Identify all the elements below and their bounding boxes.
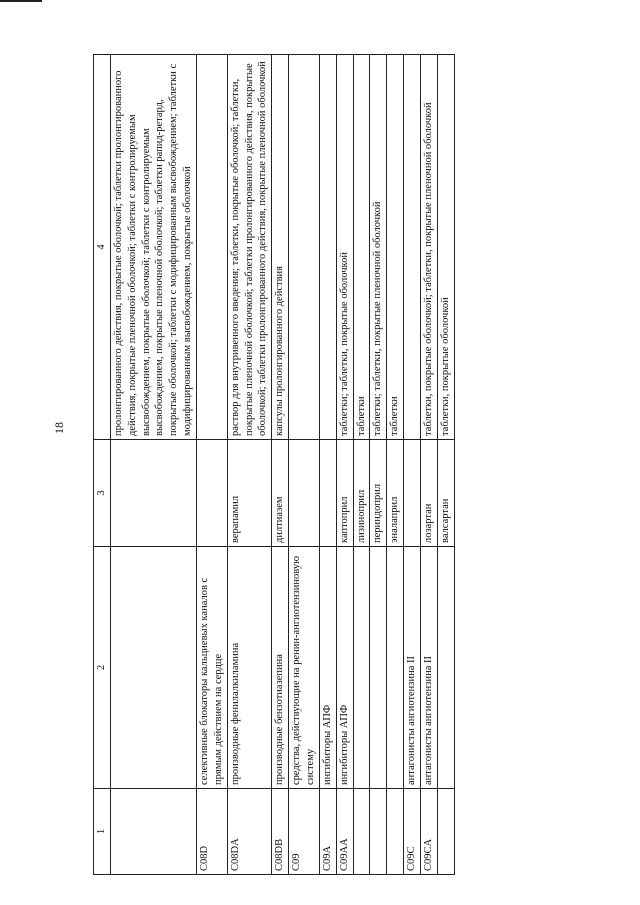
header-col-4: 4 <box>94 55 111 440</box>
group-name <box>110 547 196 789</box>
group-name <box>387 547 404 789</box>
atc-code: C09CA <box>421 789 438 875</box>
drug-name: валсартан <box>437 440 454 547</box>
group-name: средства, действующие на ренин-ангиотензиновую систему <box>289 547 320 789</box>
group-name: ингибиторы АПФ <box>319 547 336 789</box>
dosage-form: таблетки <box>353 55 370 440</box>
header-row <box>94 55 111 875</box>
group-name: антагонисты ангиотензина II <box>421 547 438 789</box>
group-name <box>370 547 387 789</box>
table-row <box>227 55 272 875</box>
table-row <box>289 55 320 875</box>
drug-name: лозартан <box>421 440 438 547</box>
dosage-form: таблетки, покрытые оболочкой; таблетки, покрытые пленочной оболочкой <box>421 55 438 440</box>
atc-code <box>370 789 387 875</box>
dosage-form: капсулы пролонгированного действия <box>272 55 289 440</box>
group-name: производные фенилалкиламина <box>227 547 272 789</box>
header-col-2: 2 <box>94 547 111 789</box>
atc-code <box>437 789 454 875</box>
drug-name: лизиноприл <box>353 440 370 547</box>
header-col-3: 3 <box>94 440 111 547</box>
drug-name: верапамил <box>227 440 272 547</box>
group-name <box>437 547 454 789</box>
rotated-page <box>93 55 601 875</box>
dosage-form: таблетки; таблетки, покрытые оболочкой <box>336 55 353 440</box>
dosage-form: таблетки <box>387 55 404 440</box>
dosage-form: таблетки; таблетки, покрытые пленочной оболочкой <box>370 55 387 440</box>
dosage-form: пролонгированного действия, покрытые оболочкой; таблетки пролонгированного действия, покрытые пленочной оболочкой; таблетки с контролируемым высвобождением, покрытые оболочкой; таблетки с контролируемым высвобождением, покрытые пленочной оболочкой; таблетки рапид-ретард, покрытые оболочкой; таблетки с модифицированным высвобождением; таблетки с модифицированным высвобождением, покрытые оболочкой <box>110 55 196 440</box>
header-col-1: 1 <box>94 789 111 875</box>
dosage-form <box>289 55 320 440</box>
drug-name <box>197 440 228 547</box>
table-row <box>272 55 289 875</box>
atc-code <box>387 789 404 875</box>
drug-name <box>404 440 421 547</box>
dosage-form <box>197 55 228 440</box>
table-row <box>353 55 370 875</box>
dosage-form: раствор для внутривенного введения; таблетки, покрытые оболочкой; таблетки, покрытые пленочной оболочкой; таблетки пролонгированного действия, покрытые оболочкой; таблетки пролонгированного действия, покрытые пленочной оболочкой <box>227 55 272 440</box>
page-number: 18 <box>52 422 66 434</box>
drug-name <box>319 440 336 547</box>
atc-code <box>110 789 196 875</box>
drug-name: каптоприл <box>336 440 353 547</box>
table-row <box>370 55 387 875</box>
atc-code: C08DA <box>227 789 272 875</box>
atc-code <box>353 789 370 875</box>
group-name: селективные блокаторы кальциевых каналов с прямым действием на сердце <box>197 547 228 789</box>
group-name: ингибиторы АПФ <box>336 547 353 789</box>
drug-name: периндоприл <box>370 440 387 547</box>
table-row <box>437 55 454 875</box>
drug-name <box>289 440 320 547</box>
drug-table <box>93 54 455 875</box>
atc-code: C09C <box>404 789 421 875</box>
group-name <box>353 547 370 789</box>
table-row <box>319 55 336 875</box>
atc-code: C09AA <box>336 789 353 875</box>
table-row <box>110 55 196 875</box>
atc-code: C08DB <box>272 789 289 875</box>
dosage-form: таблетки, покрытые оболочкой <box>437 55 454 440</box>
drug-name <box>110 440 196 547</box>
group-name: антагонисты ангиотензина II <box>404 547 421 789</box>
table-row <box>197 55 228 875</box>
table-row <box>421 55 438 875</box>
atc-code: C08D <box>197 789 228 875</box>
table-row <box>387 55 404 875</box>
dosage-form <box>319 55 336 440</box>
table-row <box>404 55 421 875</box>
dosage-form <box>404 55 421 440</box>
table-row <box>336 55 353 875</box>
drug-name: дилтиазем <box>272 440 289 547</box>
group-name: производные бензотиазепина <box>272 547 289 789</box>
atc-code: C09 <box>289 789 320 875</box>
top-rule <box>0 0 42 2</box>
drug-name: эналаприл <box>387 440 404 547</box>
atc-code: C09A <box>319 789 336 875</box>
